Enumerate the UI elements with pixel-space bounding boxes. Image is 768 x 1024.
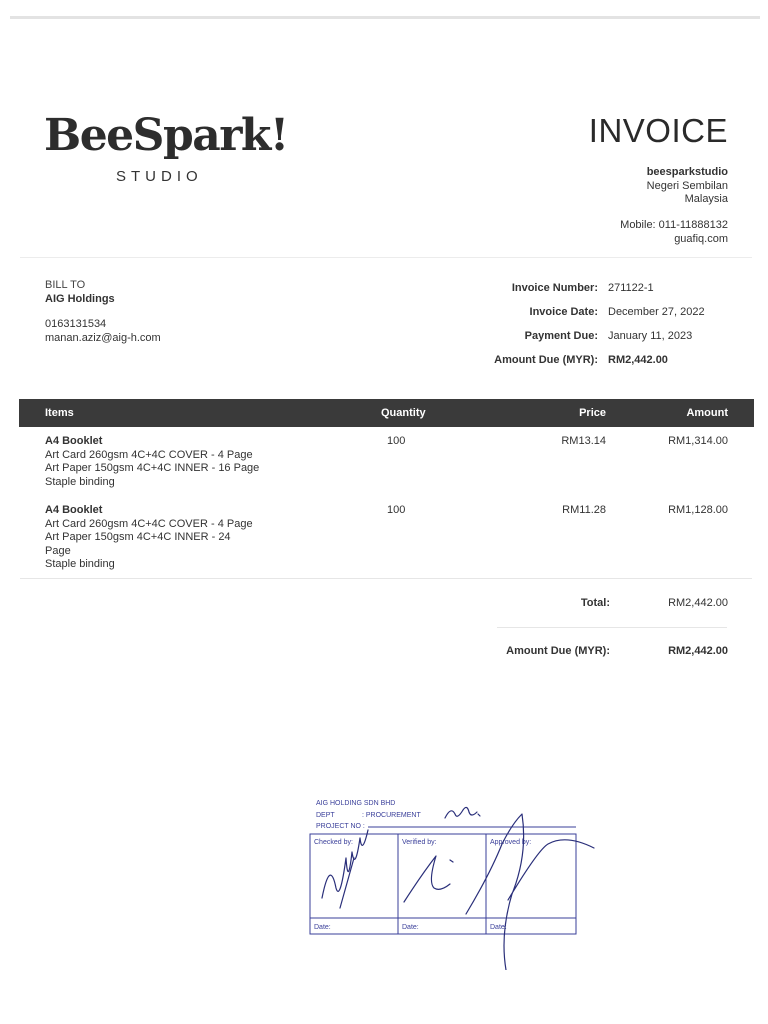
logo-wordmark: BeeSpark! <box>44 110 288 161</box>
meta-row <box>470 282 705 306</box>
amount-due-total-value: RM2,442.00 <box>668 645 728 657</box>
stamp-company: AIG HOLDING SDN BHD <box>316 800 396 807</box>
handwritten-note <box>445 807 480 818</box>
col-header-items: Items <box>45 407 74 419</box>
meta-row <box>470 306 705 330</box>
items-table-header <box>19 399 754 427</box>
signature-verified <box>404 856 453 902</box>
header-divider <box>20 257 752 258</box>
item-price: RM11.28 <box>562 504 606 516</box>
item-description <box>45 504 295 572</box>
top-scan-edge <box>10 16 760 19</box>
stamp-dept-value: : PROCUREMENT <box>362 812 421 819</box>
stamp-dept-label: DEPT <box>316 812 335 819</box>
company-address-line2: Malaysia <box>684 193 728 205</box>
meta-row <box>470 354 705 378</box>
col-header-amount: Amount <box>686 407 728 419</box>
payment-due-label: Payment Due: <box>524 330 598 342</box>
company-address <box>647 166 728 207</box>
item-name: A4 Booklet <box>45 435 103 447</box>
meta-row <box>470 330 705 354</box>
stamp-date-label: Date: <box>402 924 419 931</box>
customer-name: AIG Holdings <box>45 292 115 305</box>
stamp-project-label: PROJECT NO : <box>316 823 365 830</box>
invoice-meta <box>470 282 705 378</box>
table-row <box>19 435 754 495</box>
company-logo <box>44 108 294 185</box>
item-line: Art Paper 150gsm 4C+4C INNER - 16 Page <box>45 462 260 474</box>
item-line: Art Card 260gsm 4C+4C COVER - 4 Page <box>45 448 253 461</box>
invoice-number-label: Invoice Number: <box>511 282 598 294</box>
item-line: Art Paper 150gsm 4C+4C INNER - 24 <box>45 531 231 543</box>
item-line: Page <box>45 544 71 557</box>
customer-email: manan.aziz@aig-h.com <box>45 331 161 344</box>
totals-divider <box>497 627 727 628</box>
col-header-price: Price <box>579 407 606 419</box>
payment-due-value: January 11, 2023 <box>608 330 693 342</box>
item-line: Staple binding <box>45 475 115 488</box>
company-mobile: Mobile: 011-11888132 <box>620 219 728 231</box>
amount-due-value: RM2,442.00 <box>608 354 668 366</box>
stamp-date-label: Date: <box>314 924 331 931</box>
stamp-verified-by: Verified by: <box>402 839 437 846</box>
stamp-frame <box>310 834 576 934</box>
amount-due-label: Amount Due (MYR): <box>494 354 598 366</box>
bill-to-block <box>45 279 161 345</box>
invoice-date-value: December 27, 2022 <box>608 306 705 318</box>
total-label: Total: <box>580 597 610 609</box>
bill-to-label: BILL TO <box>45 279 86 291</box>
company-address-line1: Negeri Sembilan <box>646 179 728 192</box>
company-name: beesparkstudio <box>646 166 728 178</box>
stamp-date-label: Date: <box>490 924 507 931</box>
item-amount: RM1,314.00 <box>668 435 728 447</box>
item-amount: RM1,128.00 <box>668 504 728 516</box>
customer-phone: 0163131534 <box>45 318 107 330</box>
invoice-number-value: 271122-1 <box>608 282 654 294</box>
table-divider <box>20 578 752 579</box>
company-contact <box>620 218 728 246</box>
logo-subtitle: STUDIO <box>116 168 203 185</box>
company-website: guafiq.com <box>674 233 728 245</box>
table-row <box>19 504 754 576</box>
item-line: Staple binding <box>45 558 115 570</box>
signature-approved <box>466 814 594 970</box>
item-quantity: 100 <box>387 504 406 516</box>
total-value: RM2,442.00 <box>668 597 728 609</box>
stamp-approved-by: Approved by: <box>490 839 532 846</box>
item-description <box>45 435 295 489</box>
item-line: Art Card 260gsm 4C+4C COVER - 4 Page <box>45 517 253 530</box>
amount-due-total-label: Amount Due (MYR): <box>506 645 610 657</box>
invoice-date-label: Invoice Date: <box>529 306 598 318</box>
col-header-quantity: Quantity <box>381 407 426 419</box>
item-price: RM13.14 <box>561 435 606 447</box>
item-quantity: 100 <box>387 435 406 447</box>
item-name: A4 Booklet <box>45 504 103 516</box>
invoice-title: INVOICE <box>588 112 728 149</box>
stamp-checked-by: Checked by: <box>314 839 353 846</box>
approval-stamp <box>300 790 600 970</box>
